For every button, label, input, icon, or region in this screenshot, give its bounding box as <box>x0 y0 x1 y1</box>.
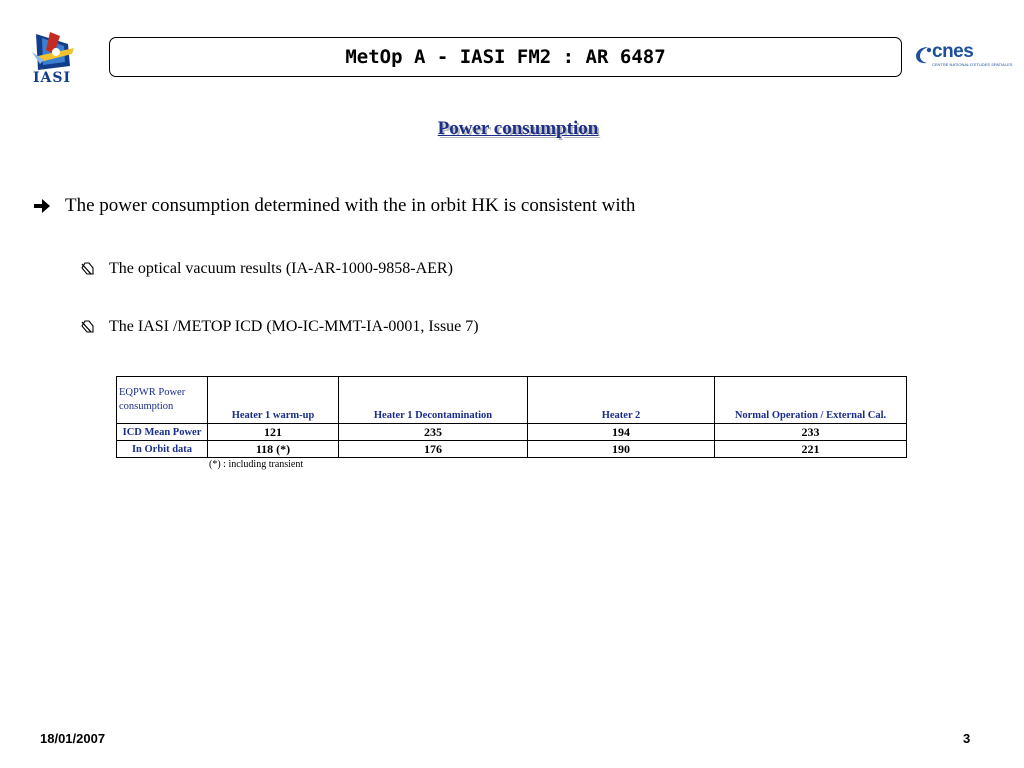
bullet-main-text: The power consumption determined with the in orbit HK is consistent with <box>65 195 636 216</box>
bullet-sub-item <box>80 318 479 336</box>
footer-date: 18/01/2007 <box>40 731 106 746</box>
column-header: Heater 2 <box>528 377 715 424</box>
cnes-swirl-icon <box>914 44 934 66</box>
table-row <box>117 424 907 441</box>
arrow-right-icon <box>33 198 51 214</box>
table-cell: 235 <box>339 424 528 441</box>
column-header: Heater 1 Decontamination <box>339 377 528 424</box>
presentation-title: MetOp A - IASI FM2 : AR 6487 <box>345 46 666 68</box>
table-cell: 190 <box>528 441 715 458</box>
table-cell: 118 (*) <box>208 441 339 458</box>
bullet-sub-item <box>80 260 453 278</box>
slide-heading: Power consumption <box>437 118 599 139</box>
cnes-logo <box>914 41 1013 72</box>
iasi-logo-text: IASI <box>33 70 72 86</box>
bullet-sub-text: The IASI /METOP ICD (MO-IC-MMT-IA-0001, Issue 7) <box>109 318 479 335</box>
wingdings-pointer-icon <box>80 262 95 276</box>
table-cell: 121 <box>208 424 339 441</box>
bullet-main <box>33 195 635 217</box>
iasi-logo <box>30 30 76 88</box>
table-footnote: (*) : including transient <box>209 459 304 470</box>
table-cell: 176 <box>339 441 528 458</box>
title-box <box>109 37 902 77</box>
table-cell: 221 <box>715 441 907 458</box>
table-corner-header: EQPWR Power consumption <box>117 377 208 424</box>
table-cell: 194 <box>528 424 715 441</box>
power-consumption-table <box>116 376 907 458</box>
cnes-logo-subtext: CENTRE NATIONAL D'ETUDES SPATIALES <box>932 62 1013 67</box>
column-header: Normal Operation / External Cal. <box>715 377 907 424</box>
page-number: 3 <box>963 731 971 746</box>
table-row <box>117 441 907 458</box>
row-label: ICD Mean Power <box>117 424 208 441</box>
table-cell: 233 <box>715 424 907 441</box>
wingdings-pointer-icon <box>80 320 95 334</box>
row-label: In Orbit data <box>117 441 208 458</box>
column-header: Heater 1 warm-up <box>208 377 339 424</box>
bullet-sub-text: The optical vacuum results (IA-AR-1000-9858-AER) <box>109 260 453 277</box>
cnes-logo-text: cnes <box>932 41 974 62</box>
table-header-row <box>117 377 907 424</box>
